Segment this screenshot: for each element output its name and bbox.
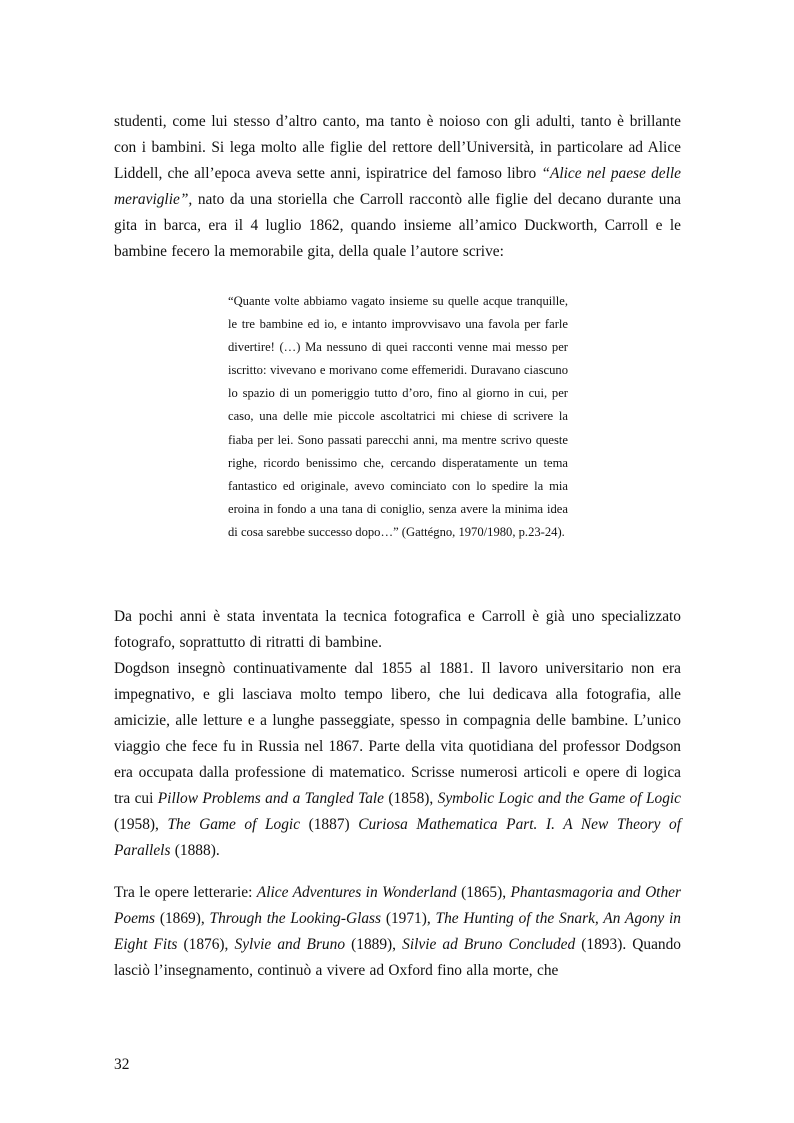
- text-run: (1865),: [456, 884, 511, 901]
- book-title: Phantasmagoria and Other Poems: [114, 884, 681, 927]
- block-quote: “Quante volte abbiamo vagato insieme su quelle acque tranquille, le tre bambine ed io, e intanto improvvisavo una favola per farle divertire! (…) Ma nessuno di quei racconti venne mai messo per iscritto: vivevano e morivano come effemeridi. Duravano ciascuno lo spazio di un pomeriggio tutto d’oro, fino al giorno in cui, per caso, una delle mie piccole ascoltatrici mi chiese di scrivere la fiaba per lei. Sono passati parecchi anni, ma mentre scrivo queste righe, ricordo benissimo che, cercando disperatamente un tema fantastico ed originale, avevo cominciato con lo spedire la mia eroina in fondo a una tana di coniglio, senza avere la minima idea di cosa sarebbe successo dopo…” (Gattégno, 1970/1980, p.23-24).: [228, 294, 568, 539]
- book-title: Curiosa Mathematica Part. I. A New Theory of Parallels: [114, 816, 681, 859]
- text-run: (1971),: [381, 910, 436, 927]
- book-title: “Alice nel paese delle meraviglie”,: [114, 165, 681, 208]
- text-run: (1887): [300, 816, 359, 833]
- paragraph-literary-works: [114, 880, 681, 984]
- book-title: Symbolic Logic and the Game of Logic: [437, 790, 682, 807]
- book-title: Silvie ad Bruno Concluded: [402, 936, 576, 953]
- text-run: (1889),: [345, 936, 403, 953]
- paragraph-liddell: [114, 109, 681, 265]
- book-title: Pillow Problems and a Tangled Tale: [157, 790, 385, 807]
- text-run: (1876),: [177, 936, 235, 953]
- book-title: The Game of Logic: [167, 816, 301, 833]
- paragraph-photography: Da pochi anni è stata inventata la tecnica fotografica e Carroll è già uno specializzato fotografo, soprattutto di ritratti di bambine.: [114, 608, 681, 651]
- text-run: (1869),: [155, 910, 210, 927]
- text-run: studenti, come lui stesso d’altro canto, ma tanto è noioso con gli adulti, tanto è brillante con i bambini. Si lega molto alle figlie del rettore dell’Università, in particolare ad Alice Liddell, che all’epoca aveva sette anni, ispiratrice del famoso libro: [114, 113, 681, 182]
- text-run: (1888).: [170, 842, 220, 859]
- book-title: Through the Looking-Glass: [209, 910, 382, 927]
- book-title: The Hunting of the Snark, An Agony in Eight Fits: [114, 910, 682, 953]
- page-number: 32: [114, 1056, 130, 1073]
- text-run: Dogdson insegnò continuativamente dal 1855 al 1881. Il lavoro universitario non era impegnativo, e gli lasciava molto tempo libero, che lui dedicava alla fotografia, alle amicizie, alle letture e a lunghe passeggiate, spesso in compagnia delle bambine. L’unico viaggio che fece fu in Russia nel 1867. Parte della vita quotidiana del professor Dodgson era occupata dalla professione di matematico. Scrisse numerosi articoli e opere di logica tra cui: [114, 660, 681, 807]
- text-run: Tra le opere letterarie:: [114, 884, 257, 901]
- paragraph-teaching: [114, 656, 681, 864]
- book-title: Alice Adventures in Wonderland: [256, 884, 457, 901]
- book-title: Sylvie and Bruno: [234, 936, 346, 953]
- text-run: (1958),: [114, 816, 168, 833]
- text-run: (1893). Quando lasciò l’insegnamento, continuò a vivere ad Oxford fino alla morte, che: [114, 936, 682, 979]
- text-run: nato da una storiella che Carroll raccontò alle figlie del decano durante una gita in barca, era il 4 luglio 1862, quando insieme all’amico Duckworth, Carroll e le bambine fecero la memorabile gita, della quale l’autore scrive:: [114, 191, 681, 260]
- text-run: (1858),: [384, 790, 438, 807]
